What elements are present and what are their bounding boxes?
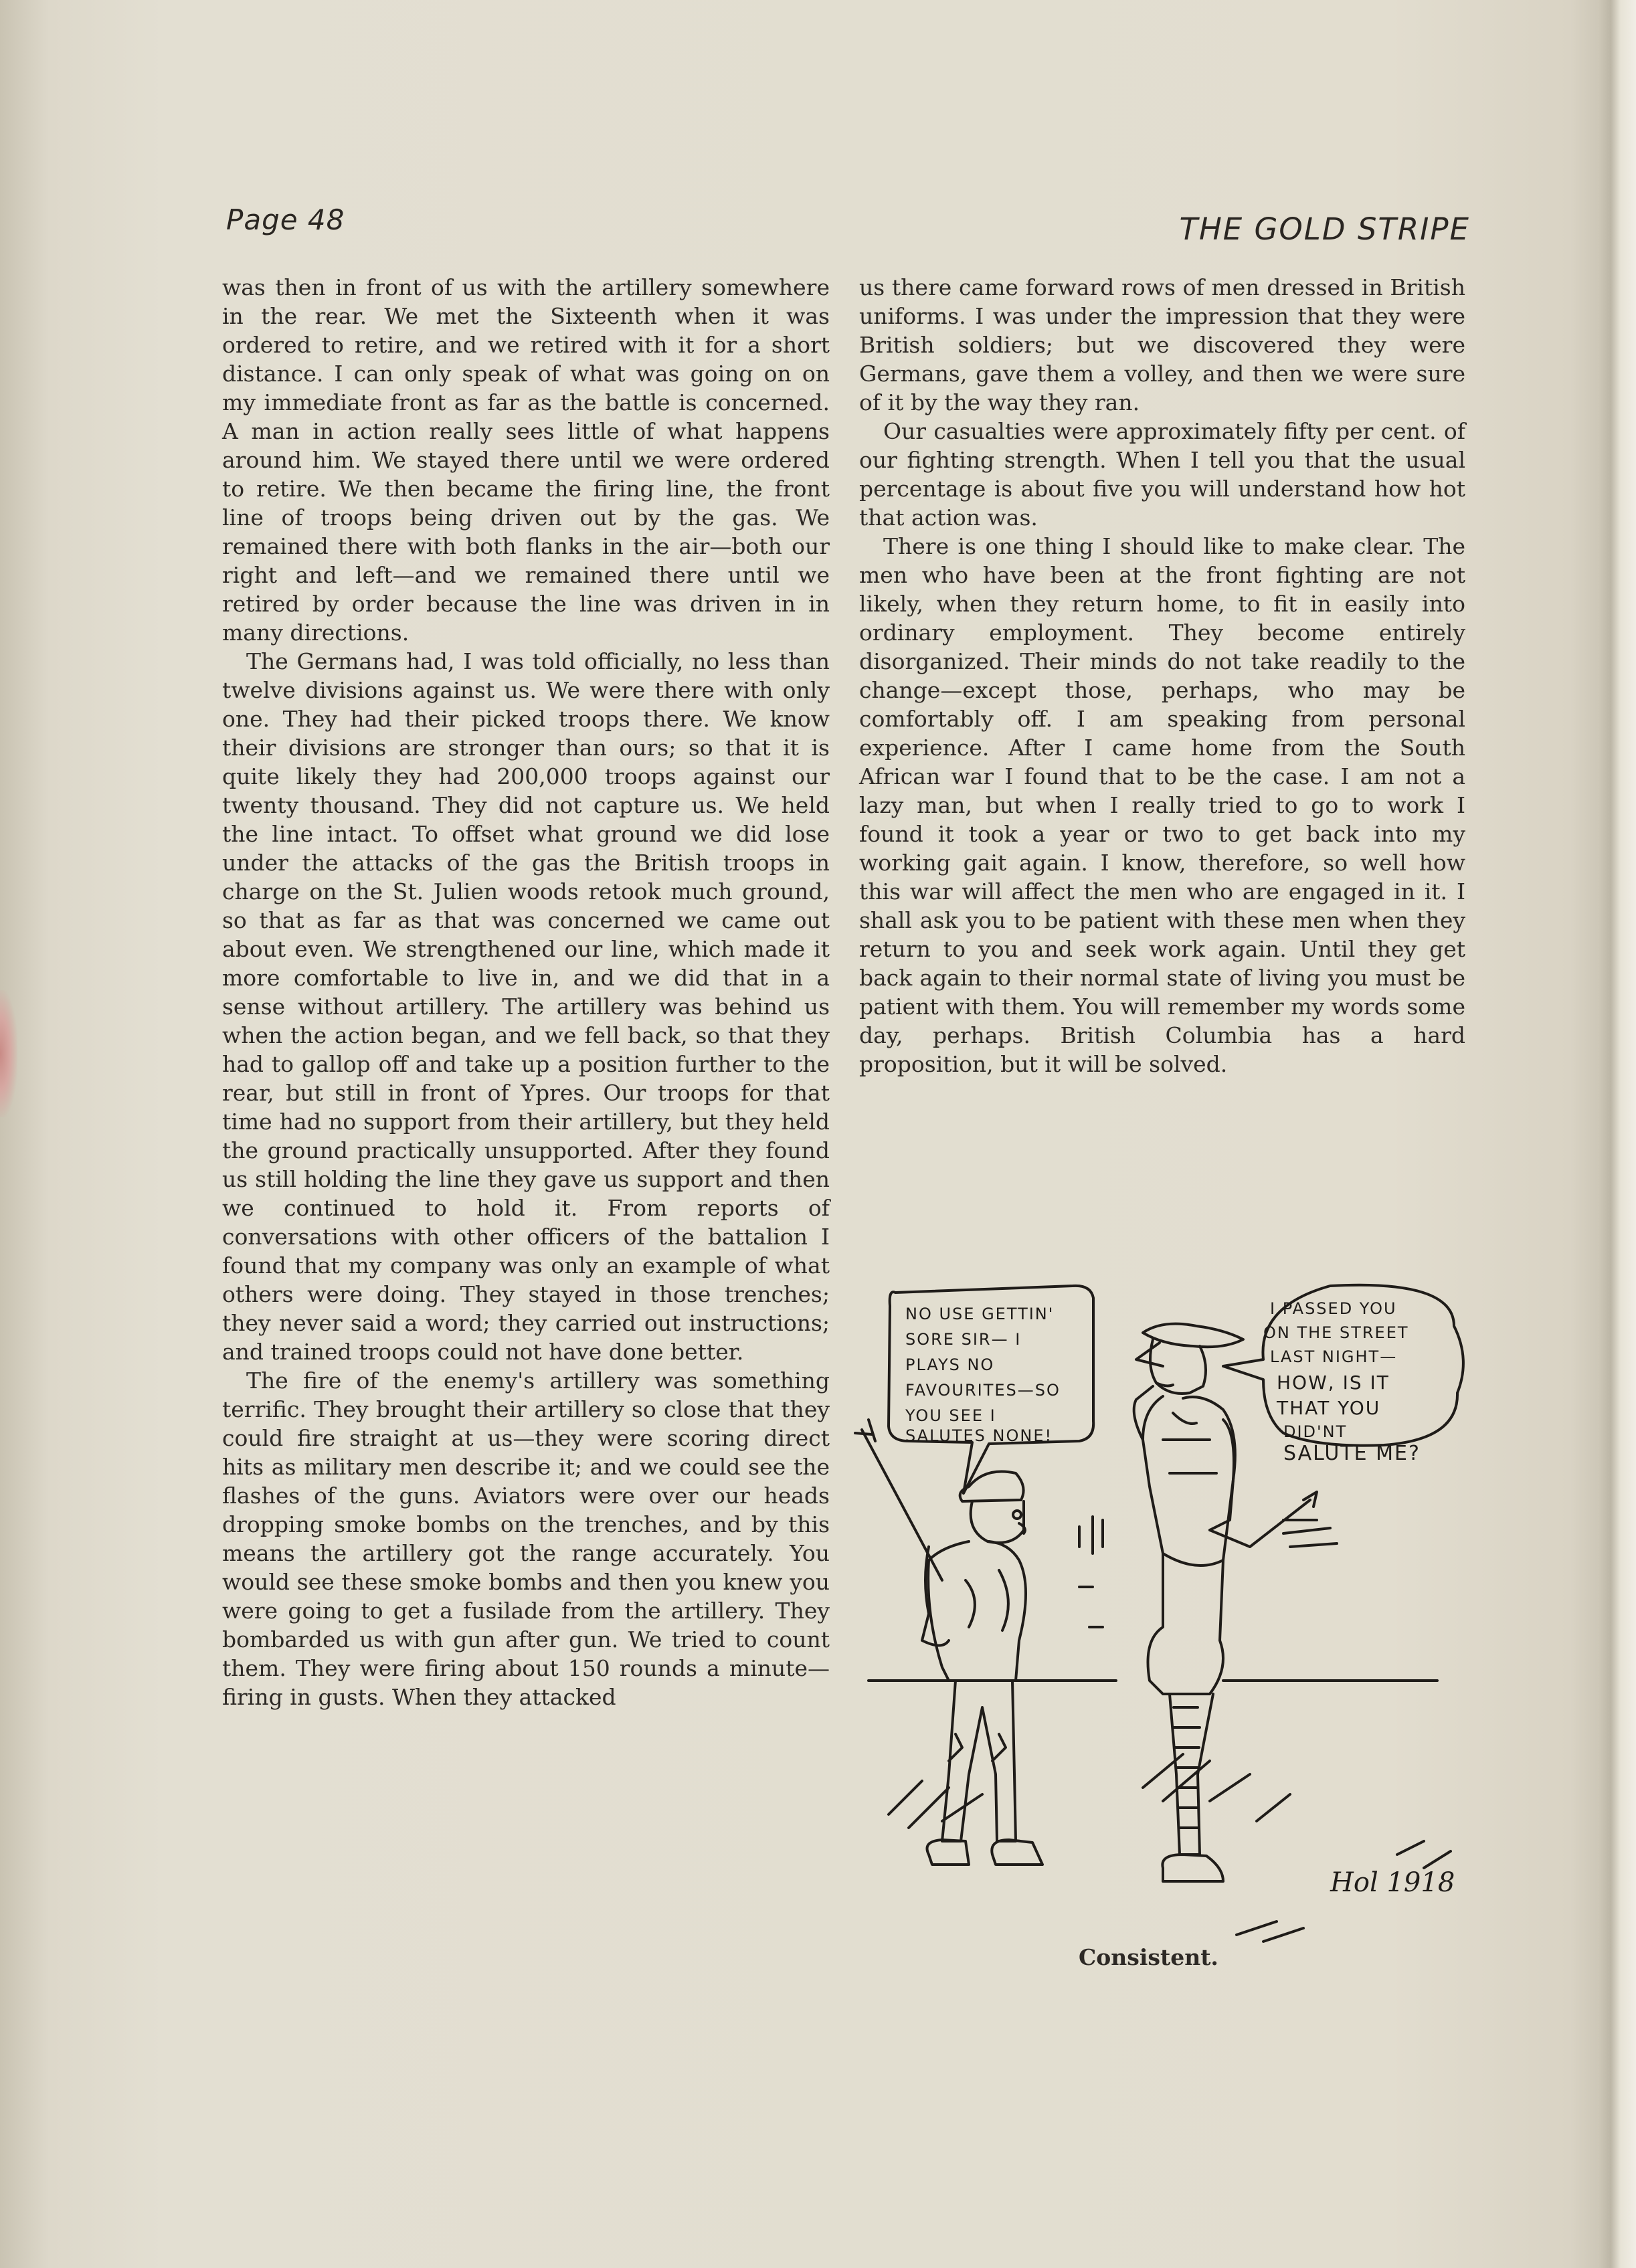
bubble-line: SORE SIR— I bbox=[905, 1330, 1022, 1349]
paragraph: us there came forward rows of men dressed in British uniforms. I was under the impression that they were British soldiers; but we discovered they were Germans, gave them a volley, and then we were sure of it by the way they ran. bbox=[859, 274, 1465, 415]
page-number: Page 48 bbox=[226, 203, 345, 236]
bubble-line: I PASSED YOU bbox=[1270, 1299, 1397, 1318]
paragraph: was then in front of us with the artillery somewhere in the rear. We met the Sixteenth when it was ordered to retire, and we retired with it for a short distance. I can only speak of what was going on on my immediate front as far as the battle is concerned. A man in action really sees little of what happens around him. We stayed there until we were ordered to retire. We then became the firing line, the front line of troops being driven out by the gas. We remained there with both flanks in the air—both our right and left—and we remained there until we retired by order because the line was driven in in many directions. bbox=[222, 274, 830, 646]
artist-signature: Hol 1918 bbox=[1330, 1867, 1455, 1898]
bubble-line: THAT YOU bbox=[1277, 1397, 1381, 1419]
bubble-line: SALUTE ME? bbox=[1283, 1442, 1421, 1465]
left-text-column bbox=[222, 273, 830, 1711]
left-bubble-text bbox=[905, 1305, 1061, 1445]
page-tab-mark bbox=[0, 990, 17, 1117]
bubble-line: DID'NT bbox=[1283, 1422, 1348, 1441]
bubble-line: ON THE STREET bbox=[1263, 1323, 1409, 1342]
publication-title: THE GOLD STRIPE bbox=[1179, 211, 1470, 247]
bubble-line: YOU SEE I bbox=[905, 1406, 996, 1425]
bubble-line: LAST NIGHT— bbox=[1270, 1347, 1398, 1366]
bubble-line: NO USE GETTIN' bbox=[905, 1305, 1055, 1323]
page-edge-shadow bbox=[1597, 0, 1636, 2268]
right-text-column bbox=[859, 273, 1465, 1078]
paragraph: Our casualties were approximately fifty per cent. of our fighting strength. When I tell you that the usual percentage is about five you will understand how hot that action was. bbox=[859, 418, 1465, 531]
paragraph: There is one thing I should like to make clear. The men who have been at the front fighting are not likely, when they return home, to fit in easily into ordinary employment. They become entirely disorganized. Their minds do not take readily to the change—except those, perhaps, who may be comfortably off. I am speaking from personal experience. After I came home from the South African war I found that to be the case. I am not a lazy man, but when I really tried to go to work I found it took a year or two to get back into my working gait again. I know, therefore, so well how this war will affect the men who are engaged in it. I shall ask you to be patient with these men when they return to you and seek work again. Until they get back again to their normal state of living you must be patient with them. You will remember my words some day, perhaps. British Columbia has a hard proposition, but it will be solved. bbox=[859, 533, 1465, 1077]
cartoon-caption: Consistent. bbox=[1079, 1944, 1218, 1970]
cartoon-illustration bbox=[848, 1266, 1477, 1955]
paragraph: The Germans had, I was told officially, no less than twelve divisions against us. We were there with only one. They had their picked troops there. We know their divisions are stronger than ours; so that it is quite likely they had 200,000 troops against our twenty thousand. They did not capture us. We held the line intact. To offset what ground we did lose under the attacks of the gas the British troops in charge on the St. Julien woods retook much ground, so that as far as that was concerned we came out about even. We strengthened our line, which made it more comfortable to live in, and we did that in a sense without artillery. The artillery was behind us when the action began, and we fell back, so that they had to gallop off and take up a position further to the rear, but still in front of Ypres. Our troops for that time had no support from their artillery, but they held the ground practically unsupported. After they found us still holding the line they gave us support and then we continued to hold it. From reports of conversations with other officers of the battalion I found that my company was only an example of what others were doing. They stayed in those trenches; they never said a word; they carried out instructions; and trained troops could not have done better. bbox=[222, 648, 830, 1365]
bubble-line: FAVOURITES—SO bbox=[905, 1381, 1061, 1400]
private-soldier-figure bbox=[855, 1420, 1042, 1865]
bubble-line: PLAYS NO bbox=[905, 1355, 995, 1374]
paragraph: The fire of the enemy's artillery was something terrific. They brought their artillery so close that they could fire straight at us—they were scoring direct hits as military men describe it; and we could see the flashes of the guns. Aviators were over our heads dropping smoke bombs on the trenches, and by this means the artillery got the range accurately. You would see these smoke bombs and then you knew you were going to get a fusilade from the artillery. They bombarded us with gun after gun. We tried to count them. They were firing about 150 rounds a minute—firing in gusts. When they attacked bbox=[222, 1367, 830, 1710]
right-bubble-text bbox=[1263, 1299, 1421, 1465]
bubble-line: HOW, IS IT bbox=[1277, 1372, 1390, 1394]
bubble-line: SALUTES NONE! bbox=[905, 1426, 1053, 1445]
